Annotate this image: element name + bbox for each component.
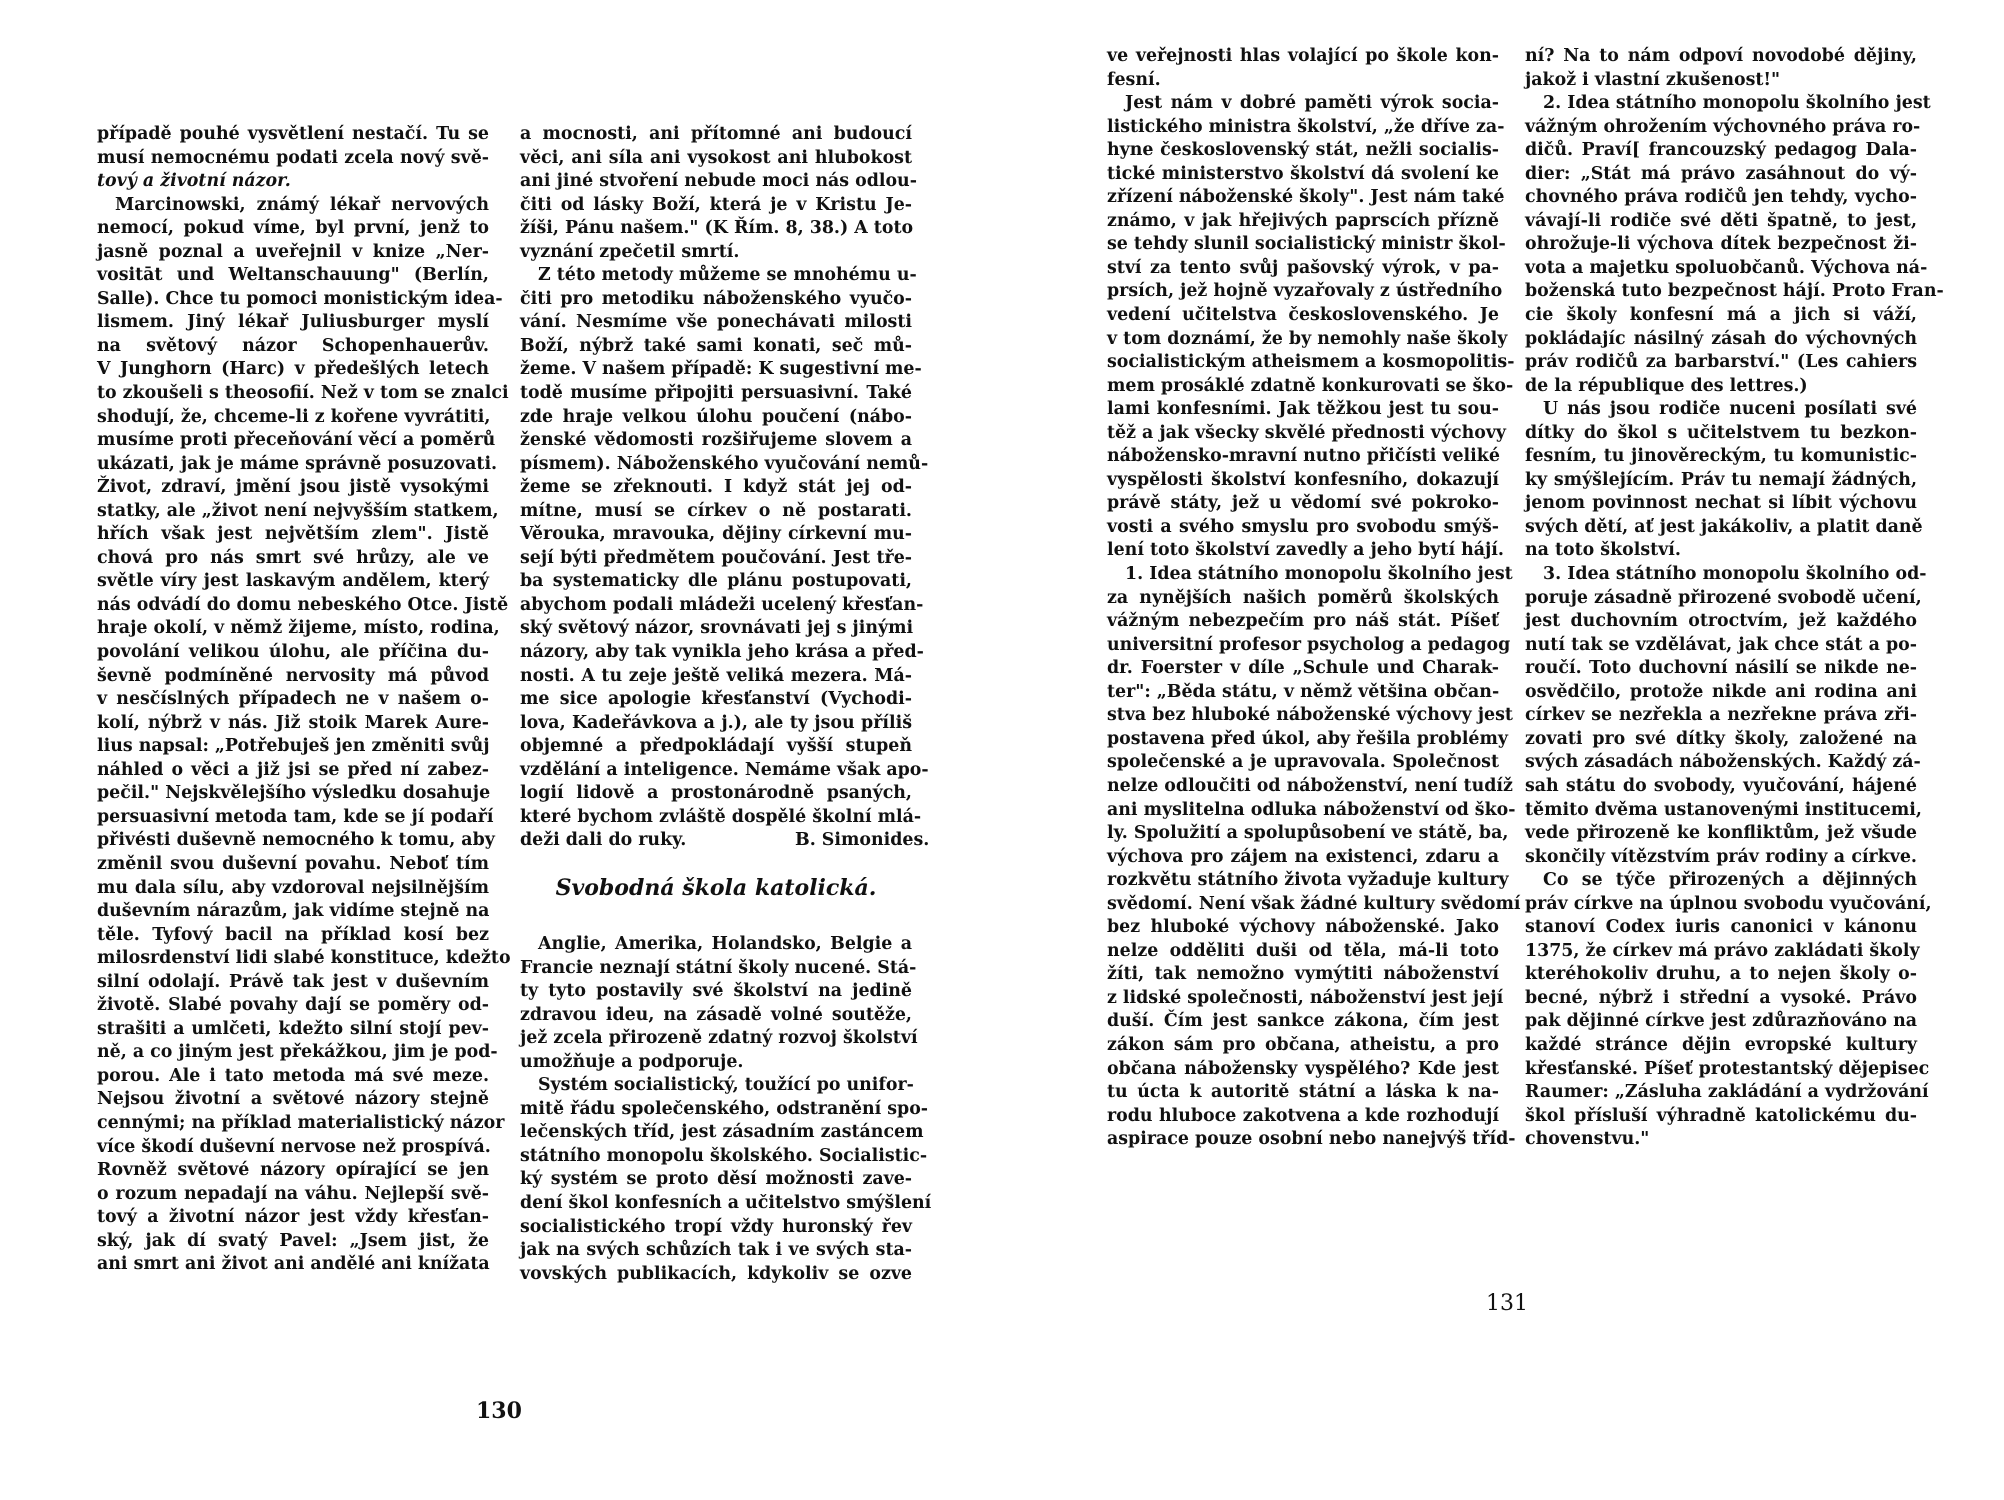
text-line: svědomí. Není však žádné kultury svědomí [1107, 893, 1521, 914]
text-line: lení toto školství zavedly a jeho bytí hájí. [1107, 540, 1504, 561]
text-line: dičů. Praví[ francouzský pedagog Dala- [1525, 140, 1917, 161]
text-line: Z této metody můžeme se mnohému u- [538, 265, 917, 286]
text-line: ter": „Běda státu, v němž většina občan- [1107, 681, 1500, 702]
text-line: universitní profesor psycholog a pedagog [1107, 634, 1511, 655]
text-line: Marcinowski, známý lékař nervových [115, 194, 489, 215]
text-line: Boží, nýbrž také sami konati, seč mů- [520, 335, 912, 356]
text-line: jenom povinnost nechat si líbit výchovu [1525, 493, 1917, 514]
text-line: abychom podali mládeži ucelený křesťan- [520, 594, 924, 615]
text-line: jak na svých schůzích tak i ve svých sta- [520, 1240, 912, 1261]
text-line: lečenských tříd, jest zásadním zastáncem [520, 1122, 924, 1143]
text-line: ani jiné stvoření nebude moci nás odlou- [520, 171, 917, 192]
text-line: statky, ale „život není nejvyšším statkem, [97, 500, 499, 521]
text-line: bez hluboké výchovy náboženské. Jako [1107, 917, 1499, 938]
text-line: věci, ani síla ani vysokost ani hlubokost [520, 147, 912, 168]
text-line: těž a jak všecky skvělé přednosti výchovy [1107, 422, 1507, 443]
text-line: me sice apologie křesťanství (Vychodi- [520, 689, 912, 710]
text-line: z lidské společnosti, náboženství jest její [1107, 987, 1504, 1008]
text-line: Rovněž světové názory opírající se jen [97, 1160, 489, 1181]
text-line: shodují, že, chceme-li z kořene vyvrátiti, [97, 406, 491, 427]
text-line: lova, Kadeřávkova a j.), ale ty jsou příliš [520, 712, 912, 733]
text-line: které bychom zvláště dospělé školní mlá- [520, 806, 922, 827]
signature-line [520, 829, 930, 853]
text-line: vávají-li rodiče své děti špatně, to jest, [1525, 210, 1917, 231]
text-line: rozkvětu státního života vyžaduje kultury [1107, 870, 1509, 891]
text-line: žíši, Pánu našem." (K Řím. 8, 38.) A toto [520, 218, 914, 239]
text-line: Francie neznají státní školy nucené. Stá- [520, 957, 917, 978]
text-line: vzdělání a inteligence. Nemáme však apo- [520, 759, 929, 780]
text-line: čiti pro metodiku náboženského vyučo- [520, 288, 912, 309]
text-line: v tom doznámí, že by nemohly naše školy [1107, 328, 1508, 349]
text-line: prsích, jež hojně vyzařovaly z ústředního [1107, 281, 1503, 302]
text-line: práv rodičů za barbarství." (Les cahiers [1525, 352, 1917, 373]
text-line: cennými; na příklad materialistický názor [97, 1112, 505, 1133]
text-line: ky smýšlejícím. Práv tu nemají žádných, [1525, 469, 1917, 490]
text-line: nemocí, pokud víme, byl první, jenž to [97, 218, 489, 239]
text-line: a mocnosti, ani přítomné ani budoucí [520, 124, 912, 144]
text-line: za nynějších našich poměrů školských [1107, 587, 1499, 608]
text-line: silní odolají. Právě tak jest v duševním [97, 971, 489, 992]
text-line: na světový názor Schopenhauerův. [97, 335, 489, 356]
text-line: nábožensko-mravní nutno přičísti veliké [1107, 446, 1500, 467]
text-line: společenské a je upravovala. Společnost [1107, 752, 1499, 773]
article-author: B. Simonides. [795, 830, 930, 851]
text-line: svých zásadách náboženských. Každý zá- [1525, 752, 1921, 773]
text-line: objemné a předpokládají vyšší stupeň [520, 736, 912, 757]
text-line: stva bez hluboké náboženské výchovy jest [1107, 705, 1513, 726]
text-line: každé stránce dějin evropské kultury [1525, 1034, 1917, 1055]
column-2-part-1 [520, 123, 929, 829]
text-line: zde hraje velkou úlohu poučení (nábo- [520, 406, 912, 427]
text-line: lismem. Jiný lékař Juliusburger myslí [97, 312, 489, 333]
text-line: více škodí duševní nervose než prospívá. [97, 1136, 491, 1157]
text-line: lius napsal: „Potřebuješ jen změniti svůj [97, 736, 490, 757]
text-line: vota a majetku spoluobčanů. Výchova ná- [1525, 257, 1928, 278]
text-line: to zkoušeli s theosofií. Než v tom se znalci [97, 383, 509, 404]
text-line: poruje zásadně přirozené svobodě učení, [1525, 587, 1922, 608]
text-line: kolí, nýbrž v nás. Již stoik Marek Aure- [97, 712, 489, 733]
text-line: světle víry jest laskavým andělem, který [97, 571, 489, 592]
text-line: žeme se zřeknouti. I když stát jej od- [520, 477, 912, 498]
text-line: Co se týče přirozených a dějinných [1543, 870, 1917, 891]
text-line: porou. Ale i tato metoda má své meze. [97, 1065, 489, 1086]
text-line: tový a životní názor jest vždy křesťan- [97, 1207, 489, 1228]
text-line: tické ministerstvo školství dá svolení ke [1107, 163, 1499, 184]
text-line: chová pro nás smrt své hrůzy, ale ve [97, 547, 489, 568]
text-line: aspirace pouze osobní nebo nanejvýš tříd- [1107, 1129, 1516, 1150]
page-number-right: 131 [1486, 1291, 1528, 1316]
text-line: jest duchovním otroctvím, jež každého [1525, 611, 1917, 632]
text-line: dení škol konfesních a učitelstvo smýšlení [520, 1192, 932, 1213]
text-line: mu dala sílu, aby vzdoroval nejsilnějším [97, 877, 489, 898]
text-line: jasně poznal a uveřejnil v knize „Ner- [97, 241, 489, 262]
text-line: těle. Tyfový bacil na příklad kosí bez [97, 924, 489, 945]
text-line: se tehdy slunil socialistický ministr škol- [1107, 234, 1506, 255]
text-line: ně, a co jiným jest překážkou, jim je pod- [97, 1042, 498, 1063]
text-line: mitě řádu společenského, odstranění spo- [520, 1098, 929, 1119]
text-line: hřích však jest největším zlem". Jistě [97, 524, 489, 545]
text-line: Jest nám v dobré paměti výrok socia- [1125, 93, 1499, 114]
text-line: Nejsou životní a světové názory stejně [97, 1089, 489, 1110]
text-line: vážným nebezpečím pro náš stát. Píšeť [1107, 611, 1499, 632]
text-line: dítky do škol s učitelstvem tu bezkon- [1525, 422, 1917, 443]
text-line: duší. Čím jest sankce zákona, čím jest [1107, 1011, 1499, 1032]
text-line: církev se nezřekla a nezřekne práva zři- [1525, 705, 1917, 726]
text-line: ství za tento svůj pašovský výrok, v pa- [1107, 257, 1499, 278]
text-line: 2. Idea státního monopolu školního jest [1543, 93, 1931, 114]
text-line: kteréhokoliv druhu, a to nejen školy o- [1525, 964, 1917, 985]
text-line: ve veřejnosti hlas volající po škole kon- [1107, 46, 1499, 66]
text-line: výchova pro zájem na existenci, zdaru a [1107, 846, 1499, 867]
text-line: nelze odděliti duši od těla, má-li toto [1107, 940, 1499, 961]
text-line: ševně podmíněné nervosity má původ [97, 665, 489, 686]
text-line: zdravou ideu, na zásadě volné soutěže, [520, 1004, 912, 1025]
text-line: vání. Nesmíme vše ponechávati milosti [520, 312, 912, 333]
text-line: vyspělosti školství konfesního, dokazují [1107, 469, 1499, 490]
text-line: persuasivní metoda tam, kde se jí podaří [97, 806, 494, 827]
text-line: životě. Slabé povahy dají se poměry od- [97, 995, 489, 1016]
text-line: musí nemocnému podati zcela nový svě- [97, 147, 489, 168]
text-line: jež zcela přirozeně zdatný rozvoj školství [520, 1028, 918, 1049]
text-line: nutí tak se vzdělávat, jak chce stát a po- [1525, 634, 1917, 655]
text-line: tový a životní názor. [97, 171, 291, 192]
text-line: nás odvádí do domu nebeského Otce. Jistě [97, 594, 509, 615]
text-line: ní? Na to nám odpoví novodobé dějiny, [1525, 46, 1917, 66]
text-line: písmem). Náboženského vyučování nemů- [520, 453, 929, 474]
text-line: todě musíme připojiti persuasivní. Také [520, 383, 912, 404]
text-line: rodu hluboce zakotvena a kde rozhodují [1107, 1105, 1499, 1126]
text-line: ly. Spolužití a spolupůsobení ve státě, ba, [1107, 823, 1509, 844]
text-line: sah státu do svobody, vyučování, hájené [1525, 775, 1917, 796]
text-line: fesní. [1107, 69, 1161, 90]
text-line: vovských publikacích, kdykoliv se ozve [520, 1263, 912, 1284]
text-line: mítne, musí se církev o ně postarati. [520, 500, 912, 521]
text-line: V Junghorn (Harc) v předešlých letech [97, 359, 489, 380]
text-line: Raumer: „Zásluha zakládání a vydržování [1525, 1082, 1929, 1103]
text-line: ký systém se proto děsí možnosti zave- [520, 1169, 912, 1190]
text-line: pokládajíc násilný zásah do výchovných [1525, 328, 1917, 349]
text-line: de la république des lettres.) [1525, 375, 1808, 396]
text-line: žeme. V našem případě: K sugestivní me- [520, 359, 922, 380]
text-line: U nás jsou rodiče nuceni posílati své [1543, 399, 1917, 420]
text-line: milosrdenství lidi slabé konstituce, kdežto [97, 948, 511, 969]
text-line: občana nábožensky vyspělého? Kde jest [1107, 1058, 1499, 1079]
left-page-column-1 [97, 123, 511, 1277]
text-line: žíti, tak nemožno vymýtiti náboženství [1107, 964, 1499, 985]
text-line: o rozum nepadají na váhu. Nejlepší svě- [97, 1183, 489, 1204]
text-line: strašiti a umlčeti, kdežto silní stojí pev- [97, 1018, 489, 1039]
text-line: Věrouka, mravouka, dějiny církevní mu- [520, 524, 912, 545]
text-line: přivésti duševně nemocného k tomu, aby [97, 830, 495, 851]
text-line: cie školy konfesní má a jich si váží, [1525, 305, 1917, 326]
text-line: vede přirozeně ke konfliktům, jež všude [1525, 823, 1917, 844]
text-line: případě pouhé vysvětlení nestačí. Tu se [97, 124, 489, 144]
text-line: logií lidově a prostonárodně psaných, [520, 783, 912, 804]
text-line: zákon sám pro občana, atheistu, a pro [1107, 1034, 1499, 1055]
text-line: ohrožuje-li výchova dítek bezpečnost ži- [1525, 234, 1917, 255]
text-line: změnil svou duševní povahu. Neboť tím [97, 853, 489, 874]
text-line: vážným ohrožením výchovného práva ro- [1525, 116, 1921, 137]
text-line: vedení učitelstva československého. Je [1107, 305, 1499, 326]
text-line: osvědčilo, protože nikde ani rodina ani [1525, 681, 1917, 702]
text-line: 3. Idea státního monopolu školního od- [1543, 564, 1927, 585]
text-line: vyznání zpečetil smrtí. [520, 241, 740, 262]
text-line: fesním, tu jinověreckým, tu komunistic- [1525, 446, 1917, 467]
text-line: tu úcta k autoritě státní a láska k na- [1107, 1082, 1499, 1103]
text-line: hyne československý stát, nežli socialis- [1107, 140, 1499, 161]
text-line: práv církve na úplnou svobodu vyučování, [1525, 893, 1932, 914]
text-line: nosti. A tu zeje ještě veliká mezera. Má- [520, 665, 912, 686]
text-line: Život, zdraví, jmění jsou jistě vysokými [97, 477, 489, 498]
article-title: Svobodná škola katolická. [555, 874, 877, 901]
text-line: ženské vědomosti rozšiřujeme slovem a [520, 430, 912, 451]
text-line: hraje okolí, v němž žijeme, místo, rodina, [97, 618, 500, 639]
text-line: Systém socialistický, toužící po unifor- [538, 1075, 914, 1096]
text-line: roučí. Toto duchovní násilí se nikde ne- [1525, 658, 1917, 679]
text-line: socialistickým atheismem a kosmopolitis- [1107, 352, 1515, 373]
text-line: vositāt und Weltanschauung" (Berlín, [97, 265, 489, 286]
text-line: vosti a svého smyslu pro svobodu smýš- [1107, 516, 1499, 537]
text-line: 1. Idea státního monopolu školního jest [1125, 564, 1513, 585]
text-line: lami konfesními. Jak těžkou jest tu sou- [1107, 399, 1499, 420]
text-line: skončily vítězstvím práv rodiny a církve. [1525, 846, 1917, 867]
text-line: ukázati, jak je máme správně posuzovati. [97, 453, 498, 474]
text-line: ský světový názor, srovnávati jej s jinými [520, 618, 914, 639]
text-line: nelze odloučiti od náboženství, není tudíž [1107, 775, 1513, 796]
text-line: ani myslitelna odluka náboženství od ško- [1107, 799, 1516, 820]
text-line: názory, aby tak vynikla jeho krása a před- [520, 642, 924, 663]
left-page-column-2 [520, 123, 932, 1286]
text-line: umožňuje a podporuje. [520, 1051, 744, 1072]
text-line: škol přísluší výhradně katolickému du- [1525, 1105, 1917, 1126]
text-line: socialistického tropí vždy huronský řev [520, 1216, 912, 1237]
right-page-column-2 [1525, 45, 1944, 1152]
text-line: právě státy, jež u vědomí své pokroko- [1107, 493, 1499, 514]
text-line: těmito dvěma ustanovenými institucemi, [1525, 799, 1922, 820]
text-line: pak dějinné církve jest zdůrazňováno na [1525, 1011, 1917, 1032]
text-line: dier: „Stát má právo zasáhnout do vý- [1525, 163, 1917, 184]
text-line: náhled o věci a již jsi se před ní zabez- [97, 759, 489, 780]
text-line: ský, jak dí svatý Pavel: „Jsem jist, že [97, 1230, 489, 1251]
text-line: čiti od lásky Boží, která je v Kristu Je- [520, 194, 912, 215]
text-line: na toto školství. [1525, 540, 1681, 561]
text-line: Anglie, Amerika, Holandsko, Belgie a [538, 933, 912, 954]
text-line: jakož i vlastní zkušenost!" [1525, 69, 1781, 90]
text-line: duševním nárazům, jak vidíme stejně na [97, 901, 490, 922]
text-line: chovenstvu." [1525, 1129, 1650, 1150]
right-page-column-1 [1107, 45, 1521, 1152]
text-line: v nesčíslných případech ne v našem o- [97, 689, 489, 710]
text-line: ty tyto postavily své školství na jedině [520, 981, 912, 1002]
text-line: povolání velikou úlohu, ale příčina du- [97, 642, 489, 663]
text-line: listického ministra školství, „že dříve za- [1107, 116, 1505, 137]
text-line: musíme proti přeceňování věcí a poměrů [97, 430, 496, 451]
text-line: křesťanské. Píšeť protestantský dějepisec [1525, 1058, 1930, 1079]
column-2-part-2 [520, 933, 932, 1286]
text-line: známo, v jak hřejivých paprscích přízně [1107, 210, 1499, 231]
text-line: postavena před úkol, aby řešila problémy [1107, 728, 1508, 749]
text-line: 1375, že církev má právo zakládati školy [1525, 940, 1920, 961]
text-line: pečil." Nejskvělejšího výsledku dosahuje [97, 783, 491, 804]
text-line: Salle). Chce tu pomoci monistickým idea- [97, 288, 503, 309]
text-line: chovného práva rodičů jen tehdy, vycho- [1525, 187, 1917, 208]
page-number-left: 130 [476, 1398, 522, 1424]
text-line: dr. Foerster v díle „Schule und Charak- [1107, 658, 1499, 679]
text-line: mem prosáklé zdatně konkurovati se ško- [1107, 375, 1514, 396]
text-line: zřízení náboženské školy". Jest nám také [1107, 187, 1505, 208]
text-line: zovati pro své dítky školy, založené na [1525, 728, 1917, 749]
text-line: stanoví Codex iuris canonici v kánonu [1525, 917, 1917, 938]
text-line: boženská tuto bezpečnost hájí. Proto Fran- [1525, 281, 1944, 302]
text-line: ba systematicky dle plánu postupovati, [520, 571, 912, 592]
signature-text: deži dali do ruky. [520, 830, 687, 851]
text-line: sejí býti předmětem poučování. Jest tře- [520, 547, 912, 568]
text-line: státního monopolu školského. Socialistic- [520, 1145, 928, 1166]
text-line: ani smrt ani život ani andělé ani knížata [97, 1254, 490, 1275]
text-line: svých dětí, ať jest jakákoliv, a platit daně [1525, 516, 1923, 537]
text-line: becné, nýbrž i střední a vysoké. Právo [1525, 987, 1917, 1008]
